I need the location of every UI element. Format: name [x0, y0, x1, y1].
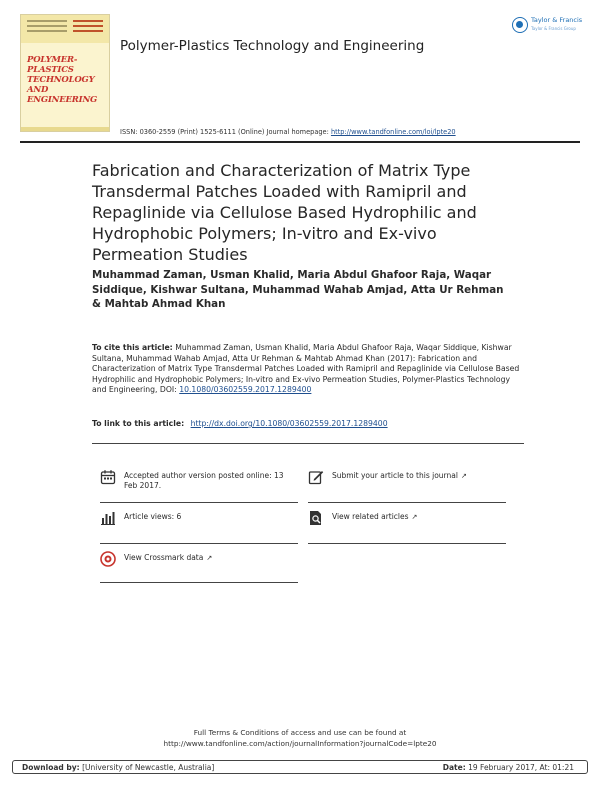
- download-date-label: Date:: [442, 763, 466, 772]
- cover-footer: [21, 127, 109, 131]
- citation-divider: [92, 443, 524, 444]
- header-divider: [20, 141, 580, 143]
- article-link-line: [92, 419, 522, 428]
- box-divider: [308, 502, 506, 503]
- download-info-bar: [12, 760, 588, 774]
- publisher-logo-text: Taylor & Francis: [531, 16, 583, 24]
- downloaded-by-label: Download by:: [22, 763, 80, 772]
- external-link-icon: ↗: [411, 513, 418, 521]
- bar-chart-icon: [100, 510, 116, 526]
- related-articles-label: View related articles: [332, 512, 409, 521]
- edit-icon: [308, 469, 324, 485]
- download-date-value: 19 February 2017, At: 01:21: [468, 763, 574, 772]
- download-date: [443, 763, 574, 772]
- crossmark-label: View Crossmark data: [124, 553, 204, 562]
- publisher-logo-subtext: Taylor & Francis Group: [531, 26, 576, 31]
- article-authors: Muhammad Zaman, Usman Khalid, Maria Abdul Ghafoor Raja, Waqar Siddique, Kishwar Sultana, Muhammad Wahab Amjad, Atta Ur Rehman & Mahtab Ahmad Khan: [92, 269, 504, 310]
- cover-title: POLYMER-PLASTICS TECHNOLOGY AND ENGINEERING: [27, 55, 98, 105]
- external-link-icon: ↗: [206, 554, 213, 562]
- article-title: Fabrication and Characterization of Matrix Type Transdermal Patches Loaded with Ramipril and Repaglinide via Cellulose Based Hydrophilic and Hydrophobic Polymers; In-vitro and Ex-vivo Permeation Studies: [92, 161, 477, 264]
- submit-article-link[interactable]: [332, 471, 467, 481]
- related-articles-link[interactable]: [332, 512, 417, 522]
- cover-decor-left: [27, 20, 67, 35]
- issn-line: [120, 128, 456, 136]
- issn-text: ISSN: 0360-2559 (Print) 1525-6111 (Online) Journal homepage:: [120, 128, 329, 136]
- journal-title: Polymer-Plastics Technology and Engineering: [120, 38, 425, 54]
- publisher-logo[interactable]: [512, 17, 584, 35]
- article-doi-url[interactable]: http://dx.doi.org/10.1080/03602559.2017.1289400: [190, 419, 388, 428]
- citation-text: Muhammad Zaman, Usman Khalid, Maria Abdul Ghafoor Raja, Waqar Siddique, Kishwar Sultana, Muhammad Wahab Amjad, Atta Ur Rehman & Mahtab Ahmad Khan (2017): Fabrication and Characterization of Matrix Type Transdermal Patches Loaded with Ramipril and Repaglinide via Cellulose Based Hydrophilic and Hydrophobic Polymers; In-vitro and Ex-vivo Permeation Studies, Polymer-Plastics Technology and Engineering, DOI:: [92, 343, 520, 395]
- citation-doi-link[interactable]: 10.1080/03602559.2017.1289400: [179, 385, 312, 395]
- box-divider: [100, 502, 298, 503]
- box-divider: [100, 582, 298, 583]
- article-views-text: Article views: 6: [124, 512, 182, 521]
- cover-decor-right: [73, 20, 103, 35]
- downloaded-by-value: [University of Newcastle, Australia]: [82, 763, 215, 772]
- calendar-icon: [100, 469, 116, 485]
- journal-cover-image: [20, 14, 110, 132]
- article-link-label: To link to this article:: [92, 419, 185, 428]
- box-divider: [100, 543, 298, 544]
- terms-text: Full Terms & Conditions of access and use can be found at: [193, 728, 407, 737]
- external-link-icon: ↗: [460, 472, 467, 480]
- document-search-icon: [308, 510, 324, 526]
- terms-block: [0, 727, 600, 749]
- crossmark-link[interactable]: [124, 553, 212, 563]
- citation-block: [92, 343, 522, 396]
- citation-label: To cite this article:: [92, 343, 173, 352]
- journal-homepage-link[interactable]: http://www.tandfonline.com/loi/lpte20: [330, 128, 456, 136]
- publisher-logo-icon: [512, 17, 528, 33]
- submit-article-label: Submit your article to this journal: [332, 471, 458, 480]
- box-divider: [308, 543, 506, 544]
- downloaded-by: [22, 763, 214, 772]
- crossmark-icon: [100, 551, 116, 567]
- terms-url[interactable]: http://www.tandfonline.com/action/journalInformation?journalCode=lpte20: [163, 739, 437, 748]
- accepted-version-text: Accepted author version posted online: 13 Feb 2017.: [124, 471, 284, 490]
